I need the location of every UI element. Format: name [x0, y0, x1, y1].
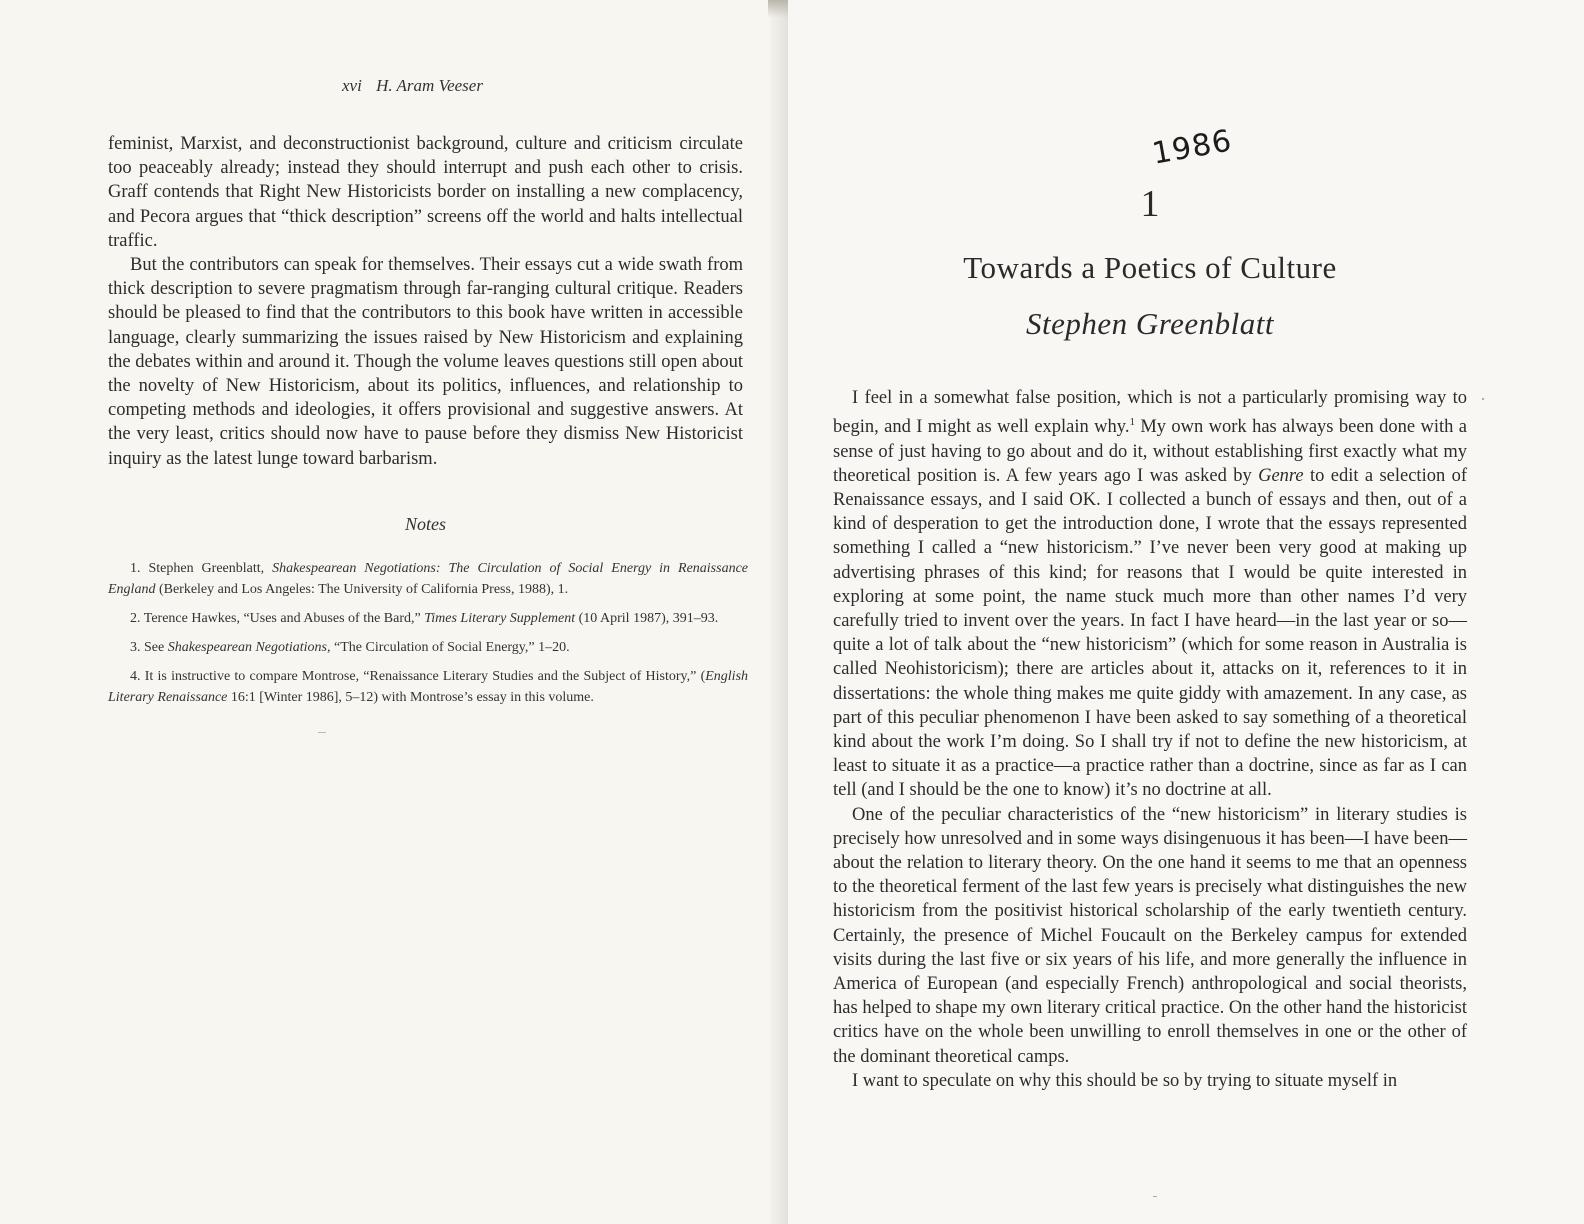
paragraph: One of the peculiar characteristics of the “new historicism” in literary studies is precisely how unresolved and in some ways disingenuous it has been—I have been—about the relation to literary theory. On the one hand it seems to me that an openness to the theoretical ferment of the last few years is precisely what distinguishes the new historicism from the positivist historical scholarship of the early twentieth century. Certainly, the presence of Michel Foucault on the Berkeley campus for extended visits during the last five or six years of his life, and more generally the influence in America of European (and especially French) anthropological and social theorists, has helped to shape my own literary critical practice. On the other hand the historicist critics have on the whole been unwilling to enroll themselves in one or the other of the dominant theoretical camps. [833, 804, 1467, 1067]
left-body-text [108, 132, 743, 471]
footnote-reference[interactable]: 1 [1129, 416, 1135, 429]
notes-heading: Notes [404, 514, 446, 534]
left-page [0, 0, 788, 1224]
paragraph: But the contributors can speak for themselves. Their essays cut a wide swath from thick description to severe pragmatism through far-ranging cultural critique. Readers should be pleased to find that the contributors to this book have written in accessible language, clearly summarizing the issues raised by New Historicism and explaining the debates within and around it. Though the volume leaves questions still open about the novelty of New Historicism, about its politics, influences, and relationship to competing methods and ideologies, it offers provisional and suggestive answers. At the very least, critics should now have to pause before they dismiss New Historicist inquiry as the latest lunge toward barbarism. [108, 255, 743, 469]
paragraph: I want to speculate on why this should be so by trying to situate myself in [852, 1070, 1398, 1091]
note-item: 3. See Shakespearean Negotiations, “The Circulation of Social Energy,” 1–20. [130, 640, 570, 655]
handwritten-annotation: 1986 [1149, 123, 1235, 172]
note-item: 4. It is instructive to compare Montrose, “Renaissance Literary Studies and the Subject of History,” (English Literary Renaissance 16:1 [Winter 1986], 5–12) with Montrose’s essay in this volume. [108, 669, 749, 705]
paragraph: feminist, Marxist, and deconstructionist background, culture and criticism circulate too peaceably already; instead they should interrupt and push each other to crisis. Graff contends that Right New Historicists border on installing a new complacency, and Pecora argues that “thick description” screens off the world and halts intellectual traffic. [108, 134, 743, 251]
running-head [342, 76, 483, 96]
paragraph: I feel in a somewhat false position, which is not a particularly promising way to begin, and I might as well explain why.$^1$ My own work has always been done with a sense of just having to go about and do it, without establishing first exactly what my theoretical position is. A few years ago I was asked by Genre to edit a selection of Renaissance essays, and I said OK. I collected a bunch of essays and then, out of a kind of desperation to get the introduction done, I wrote that the essays represented something I called a “new historicism.” I’ve never been very good at making up advertising phrases of this kind; for reasons that I would be quite interested in exploring at some point, the name stuck much more than other names I’d very carefully tried to invent over the years. In fact I have heard—in the last year or so—quite a lot of talk about the “new historicism” (which for some reason in Australia is called Neohistoricism); there are articles about it, attacks on it, references to it in dissertations: the whole thing makes me quite giddy with amazement. In any case, as part of this peculiar phenomenon I have been asked to say something of a theoretical kind about the work I’m doing. So I shall try if not to define the new historicism, at least to situate it as a practice—a practice rather than a doctrine, since as far as I can tell (and I should be the one to know) it’s no doctrine at all. [833, 388, 1467, 801]
chapter-author: Stephen Greenblatt [1025, 306, 1275, 341]
page-number: xvi [342, 76, 362, 95]
notes-list [108, 558, 748, 716]
note-item: 1. Stephen Greenblatt, Shakespearean Negotiations: The Circulation of Social Energy in Renaissance England (Berkeley and Los Angeles: The University of California Press, 1988), 1. [108, 561, 748, 597]
chapter-title: Towards a Poetics of Culture [963, 250, 1337, 285]
running-head-author: H. Aram Veeser [376, 76, 483, 95]
chapter-number: 1 [1140, 183, 1160, 225]
note-item: 2. Terence Hawkes, “Uses and Abuses of the Bard,” Times Literary Supplement (10 April 1987), 391–93. [130, 611, 719, 626]
right-body-text [833, 386, 1467, 1093]
